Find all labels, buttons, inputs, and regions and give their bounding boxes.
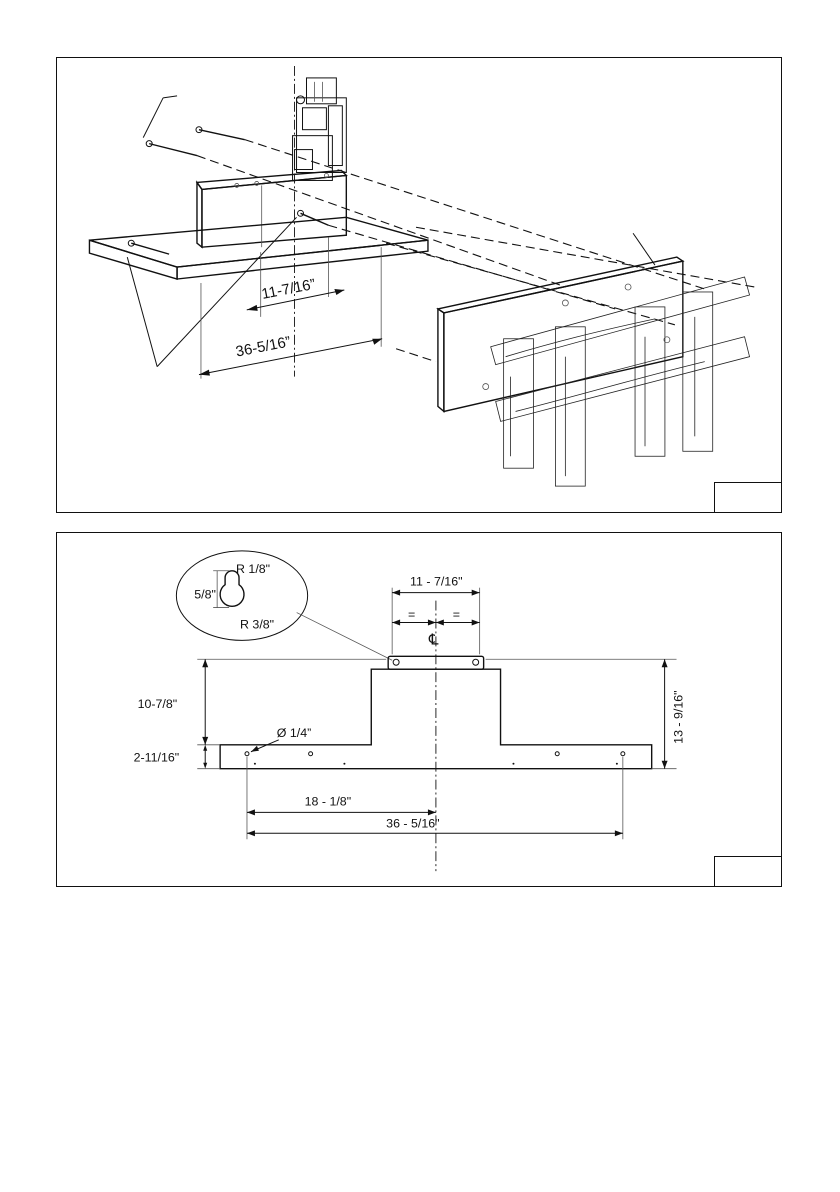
keyhole-bottom-radius: R 3/8" [240,617,275,632]
spacing-dimension: 11-7/16” [260,275,317,303]
keyhole-top-radius: R 1/8" [236,561,271,576]
height-center: 10-7/8" [137,697,178,712]
installation-figure [56,57,782,513]
equal-right: = [452,607,461,622]
height-edge: 2-11/16" [133,750,180,765]
figure-number-box [714,482,782,513]
figure-number-box [714,856,782,887]
hole-diameter: Ø 1/4” [276,725,312,740]
bracket-spacing: 11 - 7/16" [410,574,463,589]
equal-left: = [408,607,416,622]
dimension-figure [56,532,782,887]
screw-icon [128,127,328,254]
installation-drawing [57,58,781,512]
wall-stud-icon [438,257,750,486]
keyhole-icon [220,571,244,607]
total-height: 13 - 9/16" [671,690,686,744]
dimension-drawing [57,533,781,886]
centerline-symbol: ℄ [428,632,439,649]
half-width: 18 - 1/8" [304,794,352,809]
keyhole-height: 5/8" [194,587,216,602]
hood-icon [89,78,428,279]
total-width: 36 - 5/16" [386,816,440,831]
width-dimension: 36-5/16” [234,333,293,361]
